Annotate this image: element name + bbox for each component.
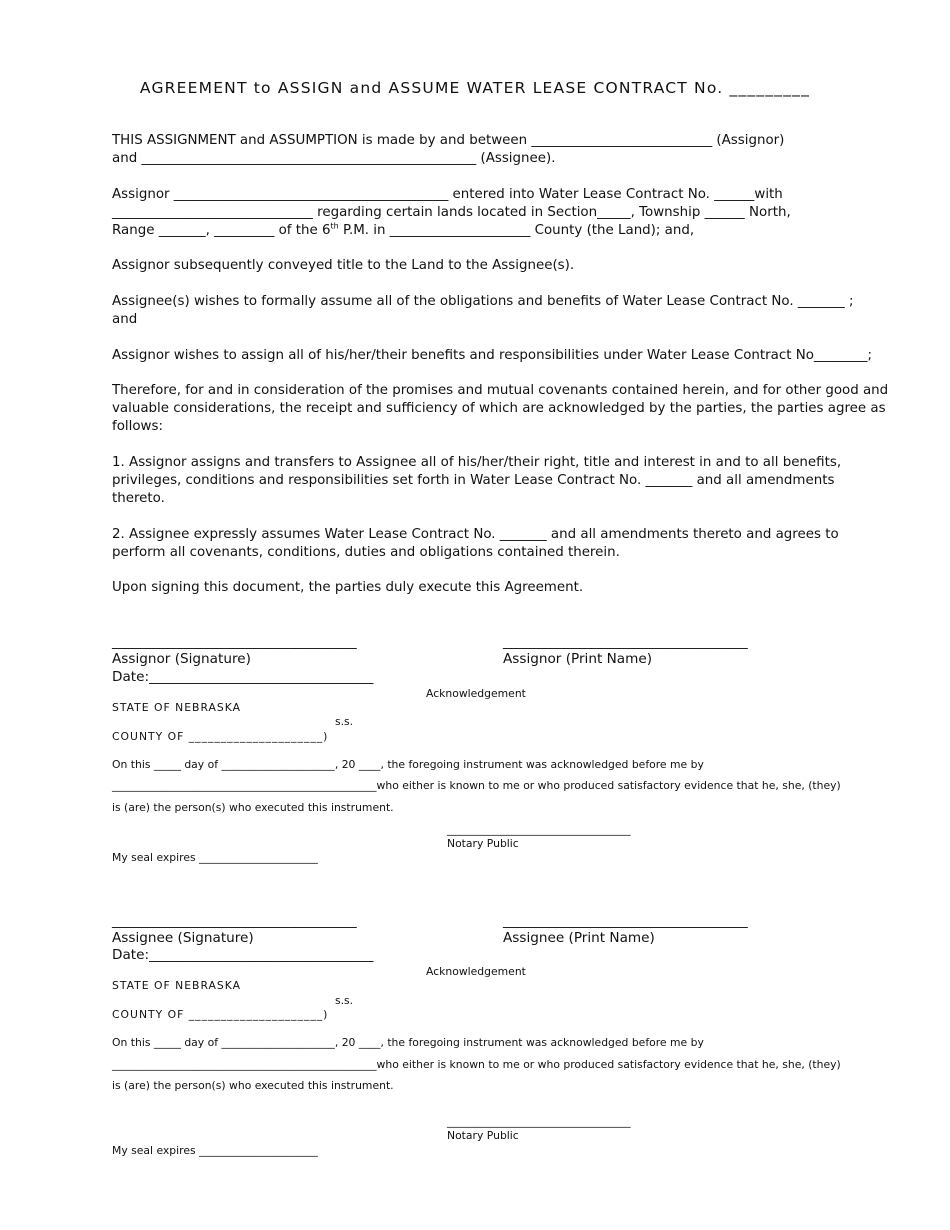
notary-public-label: Notary Public bbox=[447, 1129, 519, 1142]
clause-2-line-2: perform all covenants, conditions, duties and obligations contained therein. bbox=[112, 545, 620, 560]
recital-2: Assignor subsequently conveyed title to the Land to the Assignee(s). bbox=[112, 258, 575, 273]
acknowledged-by-line: _________________________________________________who either is known to me or who produced satisfactory evidence that he, she, (they) bbox=[112, 779, 841, 792]
intro-line-2: and __________________________________________________ (Assignee). bbox=[112, 151, 556, 166]
assignee-print-name-label: Assignee (Print Name) bbox=[503, 930, 655, 946]
assignor-print-name-line[interactable]: ____________________________________ bbox=[503, 634, 748, 650]
assignee-print-name-line[interactable]: ____________________________________ bbox=[503, 913, 748, 929]
clause-2-line-1: 2. Assignee expressly assumes Water Lease Contract No. _______ and all amendments thereto and agrees to bbox=[112, 527, 839, 542]
county-text: COUNTY OF _____________________) bbox=[112, 1008, 329, 1021]
notary-public-label: Notary Public bbox=[447, 837, 519, 850]
recital-1-line-3a: Range _______, _________ of the 6 bbox=[112, 223, 331, 238]
recital-1-line-2: ______________________________ regarding certain lands located in Section_____, Township ______ North, bbox=[112, 205, 791, 220]
state-label: STATE OF NEBRASKA bbox=[112, 701, 242, 714]
seal-expires-field[interactable]: My seal expires ______________________ bbox=[112, 851, 318, 864]
notary-signature-line[interactable]: __________________________________ bbox=[447, 823, 631, 836]
document-title: AGREEMENT to ASSIGN and ASSUME WATER LEASE CONTRACT No. _________ bbox=[139, 79, 811, 97]
acknowledgement-date-line: On this _____ day of _____________________, 20 ____, the foregoing instrument was acknowledged before me by bbox=[112, 758, 704, 771]
recital-1-line-3b: P.M. in _____________________ County (the Land); and, bbox=[338, 223, 695, 238]
assignor-date-field[interactable]: Date:_________________________________ bbox=[112, 669, 374, 685]
executed-statement: is (are) the person(s) who executed this instrument. bbox=[112, 801, 394, 814]
recital-1-line-1: Assignor _________________________________________ entered into Water Lease Contract No. ______with bbox=[112, 187, 783, 202]
assignee-date-field[interactable]: Date:_________________________________ bbox=[112, 947, 374, 963]
assignor-signature-line[interactable]: ____________________________________ bbox=[112, 634, 357, 650]
therefore-line-3: follows: bbox=[112, 419, 163, 434]
state-label: STATE OF NEBRASKA bbox=[112, 979, 242, 992]
therefore-line-2: valuable considerations, the receipt and sufficiency of which are acknowledged by the parties, the parties agree as bbox=[112, 401, 886, 416]
recital-1-line-3 bbox=[112, 222, 694, 240]
county-field[interactable] bbox=[112, 1008, 328, 1021]
executed-statement: is (are) the person(s) who executed this instrument. bbox=[112, 1079, 394, 1092]
acknowledgement-date-line: On this _____ day of _____________________, 20 ____, the foregoing instrument was acknowledged before me by bbox=[112, 1036, 704, 1049]
assignor-print-name-label: Assignor (Print Name) bbox=[503, 651, 653, 667]
county-field[interactable] bbox=[112, 730, 328, 743]
ss-label: s.s. bbox=[335, 994, 354, 1007]
acknowledged-by-line: _________________________________________________who either is known to me or who produced satisfactory evidence that he, she, (they) bbox=[112, 1058, 841, 1071]
therefore-line-1: Therefore, for and in consideration of the promises and mutual covenants contained herein, and for other good and bbox=[112, 383, 889, 398]
recital-4: Assignor wishes to assign all of his/her/their benefits and responsibilities under Water Lease Contract No________; bbox=[112, 348, 872, 363]
notary-signature-line[interactable]: __________________________________ bbox=[447, 1115, 631, 1128]
county-text: COUNTY OF _____________________) bbox=[112, 730, 329, 743]
clause-1-line-2: privileges, conditions and responsibilities set forth in Water Lease Contract No. _______ and all amendments bbox=[112, 473, 835, 488]
ordinal-suffix: th bbox=[330, 221, 339, 231]
recital-3-line-1: Assignee(s) wishes to formally assume all of the obligations and benefits of Water Lease Contract No. _______ ; bbox=[112, 294, 854, 309]
seal-expires-field[interactable]: My seal expires ______________________ bbox=[112, 1144, 318, 1157]
ss-label: s.s. bbox=[335, 715, 354, 728]
intro-line-1: THIS ASSIGNMENT and ASSUMPTION is made by and between ___________________________ (Assignor) bbox=[112, 133, 785, 148]
assignee-signature-label: Assignee (Signature) bbox=[112, 930, 254, 946]
assignor-signature-label: Assignor (Signature) bbox=[112, 651, 251, 667]
recital-3-line-2: and bbox=[112, 312, 138, 327]
assignee-signature-line[interactable]: ____________________________________ bbox=[112, 913, 357, 929]
clause-1-line-1: 1. Assignor assigns and transfers to Assignee all of his/her/their right, title and interest in and to all benefits, bbox=[112, 455, 842, 470]
acknowledgement-heading: Acknowledgement bbox=[426, 687, 526, 700]
execution-statement: Upon signing this document, the parties duly execute this Agreement. bbox=[112, 580, 584, 595]
clause-1-line-3: thereto. bbox=[112, 491, 165, 506]
acknowledgement-heading: Acknowledgement bbox=[426, 965, 526, 978]
